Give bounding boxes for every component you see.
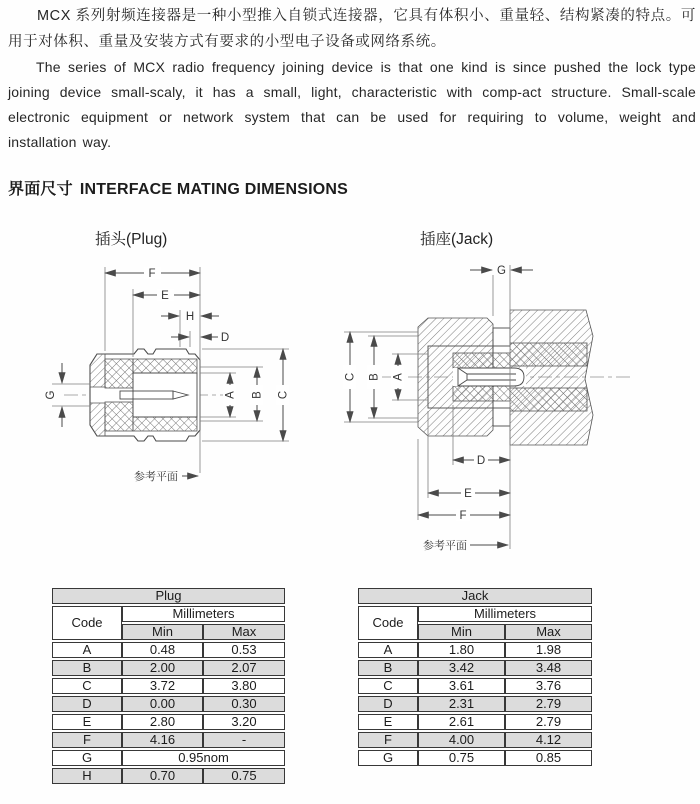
cell-max: 4.12 bbox=[505, 732, 592, 748]
cell-max: 3.80 bbox=[203, 678, 285, 694]
cell-code: E bbox=[52, 714, 122, 730]
cell-min: 2.80 bbox=[122, 714, 203, 730]
dim-label-e: E bbox=[464, 488, 472, 500]
table-row bbox=[52, 660, 285, 676]
intro-block bbox=[8, 3, 696, 155]
cell-max: 0.53 bbox=[203, 642, 285, 658]
table-row bbox=[358, 642, 592, 658]
cell-min: 3.72 bbox=[122, 678, 203, 694]
plug-ref-plane-label: 参考平面 bbox=[134, 471, 178, 483]
plug-body bbox=[90, 349, 200, 441]
cell-code: D bbox=[358, 696, 418, 712]
intro-paragraph-zh: MCX 系列射频连接器是一种小型推入自锁式连接器，它具有体积小、重量轻、结构紧凑的特点。可用于对体积、重量及安装方式有要求的小型电子设备或网络系统。 bbox=[8, 8, 696, 50]
cell-code: G bbox=[52, 750, 122, 766]
table-row bbox=[358, 750, 592, 766]
jack-figure-title: 插座(Jack) bbox=[420, 231, 494, 248]
cell-code: D bbox=[52, 696, 122, 712]
table-row bbox=[358, 606, 592, 622]
table-row bbox=[52, 678, 285, 694]
cell-max: 0.75 bbox=[203, 768, 285, 784]
dim-label-g: G bbox=[497, 265, 506, 277]
column-header-unit: Millimeters bbox=[122, 606, 285, 622]
table-row bbox=[358, 588, 592, 604]
cell-min: 0.75 bbox=[418, 750, 505, 766]
table-row bbox=[52, 588, 285, 604]
jack-ref-plane-label: 参考平面 bbox=[423, 540, 467, 552]
cell-code: F bbox=[52, 732, 122, 748]
cell-code: G bbox=[358, 750, 418, 766]
cell-min: 2.61 bbox=[418, 714, 505, 730]
table-row bbox=[52, 732, 285, 748]
cell-code: C bbox=[52, 678, 122, 694]
cell-code: H bbox=[52, 768, 122, 784]
jack-table-title: Jack bbox=[358, 588, 592, 604]
section-heading bbox=[8, 176, 348, 199]
cell-code: A bbox=[52, 642, 122, 658]
cell-min: 0.48 bbox=[122, 642, 203, 658]
table-row bbox=[358, 660, 592, 676]
cell-min: 4.16 bbox=[122, 732, 203, 748]
intro-paragraph-en: The series of MCX radio frequency joining device is that one kind is since pushed the lock type joining device small-scaly, it has a small, light, characteristic with comp-act structure. Small-scale electronic equipment or network system that can be used for requiring to volume, weight and installation way. bbox=[8, 59, 696, 150]
dim-label-d: D bbox=[476, 455, 486, 467]
table-row bbox=[52, 714, 285, 730]
cell-min: 0.70 bbox=[122, 768, 203, 784]
column-header-max: Max bbox=[505, 624, 592, 640]
cell-code: A bbox=[358, 642, 418, 658]
cell-min: 4.00 bbox=[418, 732, 505, 748]
dim-label-c: C bbox=[277, 390, 290, 400]
plug-table-title: Plug bbox=[52, 588, 285, 604]
table-row bbox=[52, 642, 285, 658]
cell-max: 3.76 bbox=[505, 678, 592, 694]
column-header-unit: Millimeters bbox=[418, 606, 592, 622]
table-row bbox=[358, 714, 592, 730]
dim-label-e: E bbox=[161, 290, 169, 302]
column-header-code: Code bbox=[52, 606, 122, 640]
cell-min: 3.42 bbox=[418, 660, 505, 676]
cell-max: 2.79 bbox=[505, 714, 592, 730]
plug-technical-drawing bbox=[40, 253, 330, 493]
dim-label-b: B bbox=[251, 391, 264, 399]
cell-code: B bbox=[52, 660, 122, 676]
cell-max: - bbox=[203, 732, 285, 748]
cell-code: C bbox=[358, 678, 418, 694]
column-header-min: Min bbox=[122, 624, 203, 640]
dim-label-d: D bbox=[220, 332, 230, 344]
cell-max: 3.48 bbox=[505, 660, 592, 676]
table-row bbox=[358, 732, 592, 748]
cell-min: 2.31 bbox=[418, 696, 505, 712]
cell-min: 0.00 bbox=[122, 696, 203, 712]
section-heading-zh: 界面尺寸 bbox=[8, 181, 73, 198]
cell-code: B bbox=[358, 660, 418, 676]
plug-dimensions-table bbox=[52, 586, 285, 786]
column-header-min: Min bbox=[418, 624, 505, 640]
table-row bbox=[52, 606, 285, 622]
cell-max: 3.20 bbox=[203, 714, 285, 730]
cell-max: 0.30 bbox=[203, 696, 285, 712]
cell-min: 1.80 bbox=[418, 642, 505, 658]
cell-code: E bbox=[358, 714, 418, 730]
dim-label-b: B bbox=[368, 373, 381, 381]
dim-label-c: C bbox=[344, 372, 357, 382]
table-row bbox=[52, 750, 285, 766]
cell-min: 3.61 bbox=[418, 678, 505, 694]
dim-label-a: A bbox=[224, 391, 237, 399]
column-header-max: Max bbox=[203, 624, 285, 640]
dim-label-h: H bbox=[185, 311, 195, 323]
cell-min: 2.00 bbox=[122, 660, 203, 676]
cell-max: 1.98 bbox=[505, 642, 592, 658]
dim-label-f: F bbox=[459, 510, 467, 522]
plug-figure-title: 插头(Plug) bbox=[95, 231, 168, 248]
cell-max: 2.79 bbox=[505, 696, 592, 712]
cell-code: F bbox=[358, 732, 418, 748]
table-row bbox=[52, 768, 285, 784]
table-row bbox=[358, 696, 592, 712]
dim-label-f: F bbox=[148, 268, 156, 280]
table-row bbox=[52, 696, 285, 712]
dim-label-g: G bbox=[45, 390, 57, 400]
cell-nominal: 0.95nom bbox=[122, 750, 285, 766]
cell-max: 0.85 bbox=[505, 750, 592, 766]
table-row bbox=[358, 678, 592, 694]
cell-max: 2.07 bbox=[203, 660, 285, 676]
dim-label-a: A bbox=[392, 373, 405, 381]
section-heading-en: INTERFACE MATING DIMENSIONS bbox=[79, 181, 349, 198]
jack-technical-drawing bbox=[330, 253, 675, 571]
column-header-code: Code bbox=[358, 606, 418, 640]
jack-dimensions-table bbox=[358, 586, 592, 768]
